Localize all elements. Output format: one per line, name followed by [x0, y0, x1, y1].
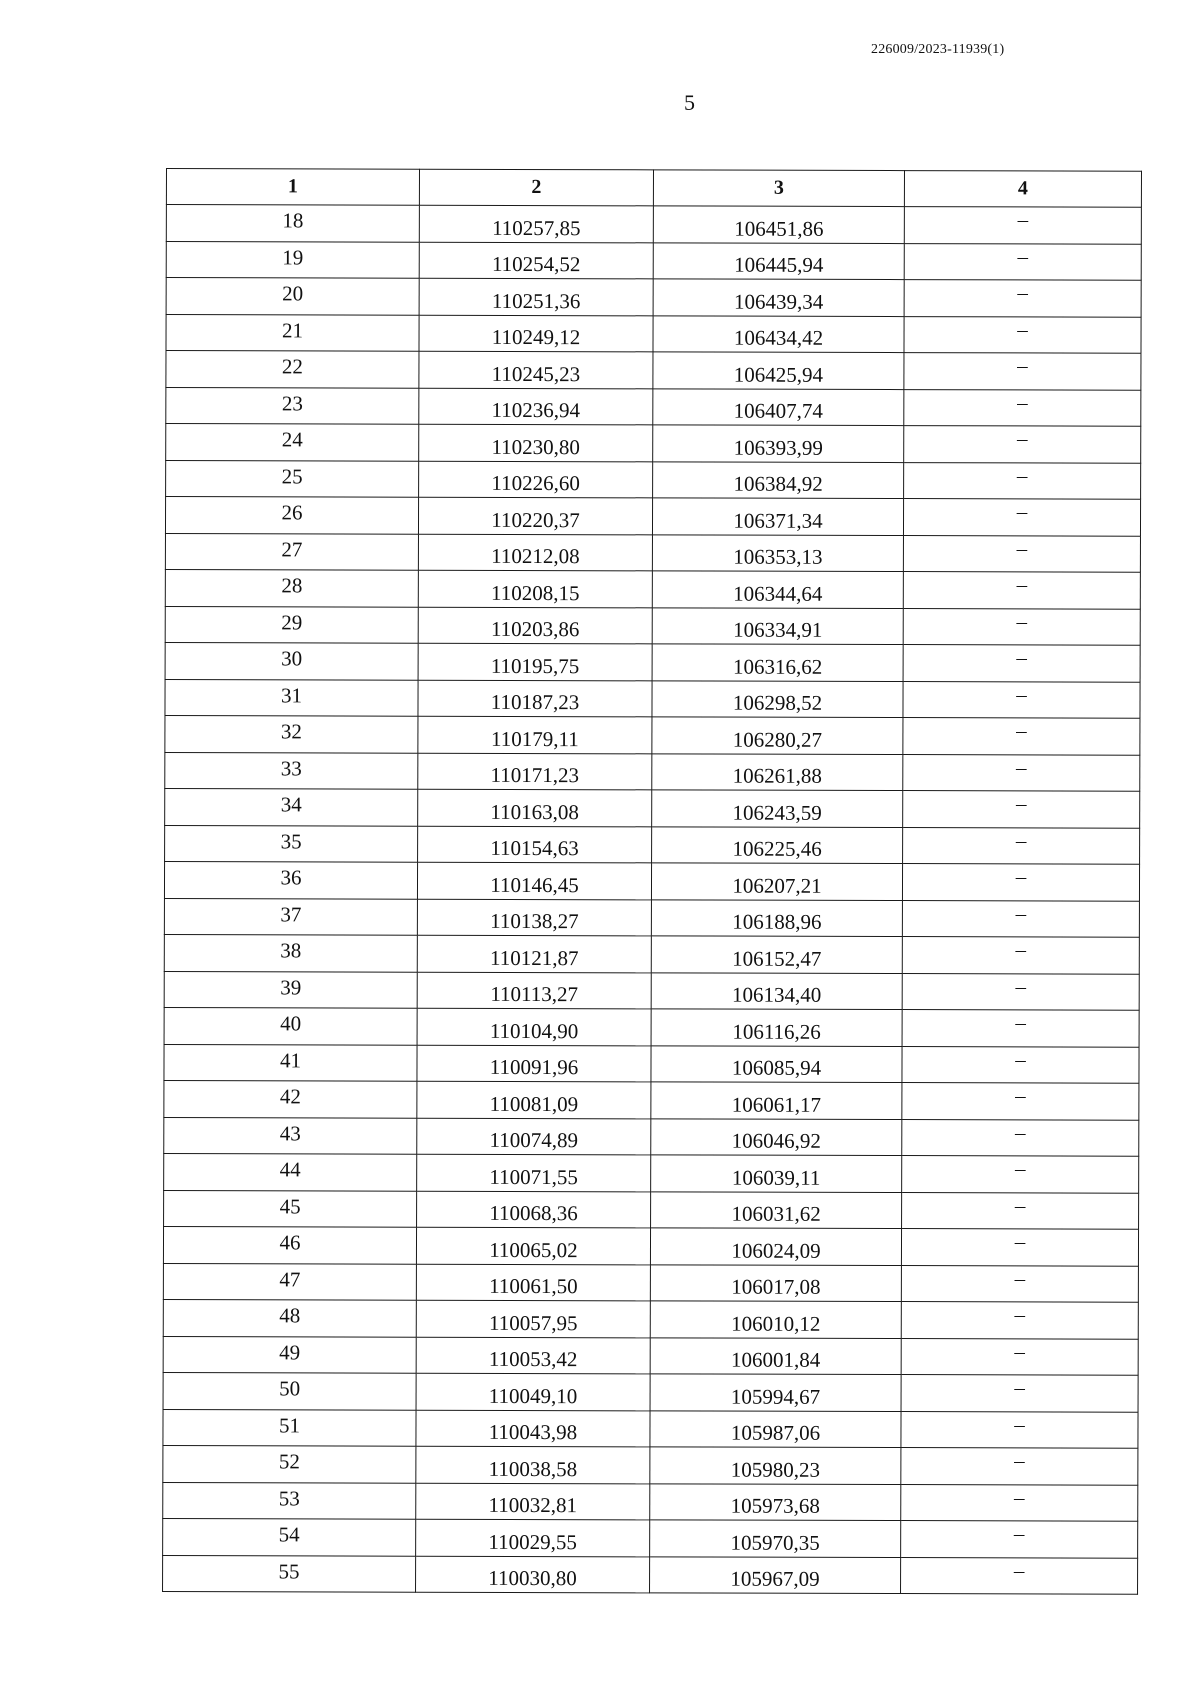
note-cell: – — [903, 791, 1140, 828]
table-row — [163, 1336, 1138, 1375]
x-coordinate-cell: 110249,12 — [419, 315, 653, 352]
note-cell: – — [902, 900, 1139, 937]
y-coordinate-cell: 106261,88 — [652, 753, 903, 790]
x-coordinate-cell: 110065,02 — [416, 1227, 650, 1264]
x-coordinate-cell: 110208,15 — [418, 570, 652, 607]
y-coordinate-cell: 106344,64 — [652, 571, 903, 608]
x-coordinate-cell: 110179,11 — [418, 716, 652, 753]
x-coordinate-cell: 110220,37 — [418, 497, 652, 534]
x-coordinate-cell: 110138,27 — [417, 899, 651, 936]
note-cell: – — [901, 1521, 1138, 1558]
note-cell: – — [902, 973, 1139, 1010]
point-number-cell: 30 — [165, 642, 418, 679]
y-coordinate-cell: 105973,68 — [650, 1483, 901, 1520]
table-row — [164, 1007, 1139, 1046]
x-coordinate-cell: 110257,85 — [419, 205, 653, 242]
x-coordinate-cell: 110061,50 — [416, 1264, 650, 1301]
point-number-cell: 34 — [165, 788, 418, 825]
point-number-cell: 35 — [165, 825, 418, 862]
note-cell: – — [901, 1375, 1138, 1412]
y-coordinate-cell: 106280,27 — [652, 717, 903, 754]
point-number-cell: 20 — [166, 278, 419, 315]
point-number-cell: 24 — [166, 424, 419, 461]
table-row — [164, 1153, 1139, 1192]
y-coordinate-cell: 106353,13 — [652, 534, 903, 571]
note-cell: – — [902, 1010, 1139, 1047]
y-coordinate-cell: 106085,94 — [651, 1045, 902, 1082]
note-cell: – — [902, 1192, 1139, 1229]
y-coordinate-cell: 106010,12 — [650, 1301, 901, 1338]
point-number-cell: 37 — [164, 898, 417, 935]
y-coordinate-cell: 106371,34 — [652, 498, 903, 535]
y-coordinate-cell: 105970,35 — [650, 1520, 901, 1557]
note-cell: – — [902, 1119, 1139, 1156]
column-header: 4 — [904, 171, 1141, 208]
note-cell: – — [904, 243, 1141, 280]
y-coordinate-cell: 106152,47 — [651, 936, 902, 973]
table-row — [163, 1263, 1138, 1302]
table-row — [165, 752, 1140, 791]
y-coordinate-cell: 106243,59 — [652, 790, 903, 827]
point-number-cell: 26 — [165, 497, 418, 534]
y-coordinate-cell: 106298,52 — [652, 680, 903, 717]
y-coordinate-cell: 106046,92 — [651, 1118, 902, 1155]
table-header-row — [166, 169, 1141, 208]
point-number-cell: 22 — [166, 351, 419, 388]
note-cell: – — [902, 937, 1139, 974]
table-row — [164, 1190, 1139, 1229]
point-number-cell: 41 — [164, 1044, 417, 1081]
point-number-cell: 51 — [163, 1409, 416, 1446]
note-cell: – — [903, 608, 1140, 645]
y-coordinate-cell: 106001,84 — [650, 1337, 901, 1374]
y-coordinate-cell: 106384,92 — [653, 461, 904, 498]
table-row — [165, 642, 1140, 681]
x-coordinate-cell: 110171,23 — [418, 753, 652, 790]
table-row — [165, 825, 1140, 864]
table-row — [165, 788, 1140, 827]
y-coordinate-cell: 106393,99 — [653, 425, 904, 462]
note-cell: – — [904, 280, 1141, 317]
x-coordinate-cell: 110049,10 — [416, 1373, 650, 1410]
x-coordinate-cell: 110043,98 — [416, 1410, 650, 1447]
table-row — [163, 1299, 1138, 1338]
y-coordinate-cell: 106188,96 — [651, 899, 902, 936]
table-row — [164, 934, 1139, 973]
point-number-cell: 49 — [163, 1336, 416, 1373]
point-number-cell: 19 — [166, 241, 419, 278]
x-coordinate-cell: 110068,36 — [417, 1191, 651, 1228]
column-header: 3 — [653, 170, 904, 207]
point-number-cell: 55 — [163, 1555, 416, 1592]
table-row — [165, 533, 1140, 572]
table-row — [164, 1044, 1139, 1083]
point-number-cell: 46 — [163, 1226, 416, 1263]
table-row — [164, 971, 1139, 1010]
y-coordinate-cell: 106017,08 — [650, 1264, 901, 1301]
y-coordinate-cell: 106451,86 — [653, 206, 904, 243]
table-row — [165, 569, 1140, 608]
x-coordinate-cell: 110230,80 — [419, 424, 653, 461]
x-coordinate-cell: 110081,09 — [417, 1081, 651, 1118]
table-row — [165, 715, 1140, 754]
note-cell: – — [901, 1411, 1138, 1448]
y-coordinate-cell: 105987,06 — [650, 1410, 901, 1447]
x-coordinate-cell: 110163,08 — [418, 789, 652, 826]
x-coordinate-cell: 110091,96 — [417, 1045, 651, 1082]
y-coordinate-cell: 106061,17 — [651, 1082, 902, 1119]
point-number-cell: 47 — [163, 1263, 416, 1300]
x-coordinate-cell: 110053,42 — [416, 1337, 650, 1374]
point-number-cell: 28 — [165, 569, 418, 606]
note-cell: – — [901, 1265, 1138, 1302]
note-cell: – — [901, 1448, 1138, 1485]
x-coordinate-cell: 110146,45 — [417, 862, 651, 899]
note-cell: – — [902, 1083, 1139, 1120]
point-number-cell: 48 — [163, 1299, 416, 1336]
page-number: 5 — [684, 90, 695, 115]
note-cell: – — [901, 1484, 1138, 1521]
table-row — [166, 314, 1141, 353]
y-coordinate-cell: 106031,62 — [651, 1191, 902, 1228]
x-coordinate-cell: 110187,23 — [418, 680, 652, 717]
column-header: 1 — [166, 169, 419, 206]
y-coordinate-cell: 106039,11 — [651, 1155, 902, 1192]
point-number-cell: 21 — [166, 314, 419, 351]
note-cell: – — [903, 827, 1140, 864]
point-number-cell: 45 — [164, 1190, 417, 1227]
x-coordinate-cell: 110245,23 — [419, 351, 653, 388]
x-coordinate-cell: 110251,36 — [419, 278, 653, 315]
note-cell: – — [903, 535, 1140, 572]
x-coordinate-cell: 110203,86 — [418, 607, 652, 644]
y-coordinate-cell: 105994,67 — [650, 1374, 901, 1411]
y-coordinate-cell: 106225,46 — [652, 826, 903, 863]
y-coordinate-cell: 106439,34 — [653, 279, 904, 316]
x-coordinate-cell: 110212,08 — [418, 534, 652, 571]
y-coordinate-cell: 105980,23 — [650, 1447, 901, 1484]
note-cell: – — [904, 316, 1141, 353]
table-row — [165, 679, 1140, 718]
note-cell: – — [903, 681, 1140, 718]
note-cell: – — [904, 353, 1141, 390]
note-cell: – — [902, 1156, 1139, 1193]
x-coordinate-cell: 110071,55 — [417, 1154, 651, 1191]
y-coordinate-cell: 106425,94 — [653, 352, 904, 389]
table-row — [164, 1117, 1139, 1156]
x-coordinate-cell: 110032,81 — [416, 1483, 650, 1520]
table-row — [166, 424, 1141, 463]
x-coordinate-cell: 110104,90 — [417, 1008, 651, 1045]
point-number-cell: 42 — [164, 1080, 417, 1117]
table-body — [163, 205, 1142, 1595]
document-number: 226009/2023-11939(1) — [871, 42, 1005, 57]
point-number-cell: 25 — [166, 460, 419, 497]
point-number-cell: 38 — [164, 934, 417, 971]
note-cell: – — [903, 645, 1140, 682]
table-row — [164, 898, 1139, 937]
point-number-cell: 27 — [165, 533, 418, 570]
note-cell: – — [902, 1046, 1139, 1083]
table-row — [164, 1080, 1139, 1119]
coordinates-table — [162, 168, 1142, 1595]
column-header: 2 — [419, 169, 653, 206]
y-coordinate-cell: 106445,94 — [653, 242, 904, 279]
x-coordinate-cell: 110074,89 — [417, 1118, 651, 1155]
y-coordinate-cell: 106116,26 — [651, 1009, 902, 1046]
point-number-cell: 31 — [165, 679, 418, 716]
point-number-cell: 29 — [165, 606, 418, 643]
point-number-cell: 53 — [163, 1482, 416, 1519]
table-row — [166, 460, 1141, 499]
point-number-cell: 52 — [163, 1445, 416, 1482]
table-row — [166, 205, 1141, 244]
table-row — [166, 387, 1141, 426]
note-cell: – — [904, 426, 1141, 463]
x-coordinate-cell: 110029,55 — [416, 1519, 650, 1556]
y-coordinate-cell: 106316,62 — [652, 644, 903, 681]
x-coordinate-cell: 110038,58 — [416, 1446, 650, 1483]
note-cell: – — [904, 207, 1141, 244]
y-coordinate-cell: 106134,40 — [651, 972, 902, 1009]
table-row — [163, 1226, 1138, 1265]
note-cell: – — [901, 1557, 1138, 1594]
table-row — [163, 1372, 1138, 1411]
table-row — [163, 1482, 1138, 1521]
table-row — [163, 1555, 1138, 1594]
x-coordinate-cell: 110154,63 — [418, 826, 652, 863]
note-cell: – — [902, 864, 1139, 901]
x-coordinate-cell: 110195,75 — [418, 643, 652, 680]
point-number-cell: 23 — [166, 387, 419, 424]
note-cell: – — [904, 389, 1141, 426]
x-coordinate-cell: 110121,87 — [417, 935, 651, 972]
point-number-cell: 32 — [165, 715, 418, 752]
table-row — [163, 1409, 1138, 1448]
table-row — [166, 351, 1141, 390]
note-cell: – — [903, 499, 1140, 536]
x-coordinate-cell: 110254,52 — [419, 242, 653, 279]
y-coordinate-cell: 105967,09 — [650, 1556, 901, 1593]
point-number-cell: 54 — [163, 1518, 416, 1555]
point-number-cell: 43 — [164, 1117, 417, 1154]
point-number-cell: 33 — [165, 752, 418, 789]
table-row — [166, 241, 1141, 280]
point-number-cell: 18 — [166, 205, 419, 242]
x-coordinate-cell: 110236,94 — [419, 388, 653, 425]
note-cell: – — [901, 1338, 1138, 1375]
y-coordinate-cell: 106334,91 — [652, 607, 903, 644]
point-number-cell: 36 — [164, 861, 417, 898]
point-number-cell: 50 — [163, 1372, 416, 1409]
point-number-cell: 40 — [164, 1007, 417, 1044]
note-cell: – — [903, 572, 1140, 609]
x-coordinate-cell: 110030,80 — [416, 1556, 650, 1593]
point-number-cell: 44 — [164, 1153, 417, 1190]
y-coordinate-cell: 106407,74 — [653, 388, 904, 425]
table-row — [163, 1445, 1138, 1484]
y-coordinate-cell: 106024,09 — [650, 1228, 901, 1265]
y-coordinate-cell: 106434,42 — [653, 315, 904, 352]
table-row — [166, 278, 1141, 317]
y-coordinate-cell: 106207,21 — [651, 863, 902, 900]
table-row — [165, 497, 1140, 536]
note-cell: – — [904, 462, 1141, 499]
x-coordinate-cell: 110057,95 — [416, 1300, 650, 1337]
table-row — [163, 1518, 1138, 1557]
x-coordinate-cell: 110113,27 — [417, 972, 651, 1009]
x-coordinate-cell: 110226,60 — [419, 461, 653, 498]
table-row — [165, 606, 1140, 645]
note-cell: – — [903, 718, 1140, 755]
point-number-cell: 39 — [164, 971, 417, 1008]
note-cell: – — [901, 1229, 1138, 1266]
note-cell: – — [903, 754, 1140, 791]
note-cell: – — [901, 1302, 1138, 1339]
table-row — [164, 861, 1139, 900]
